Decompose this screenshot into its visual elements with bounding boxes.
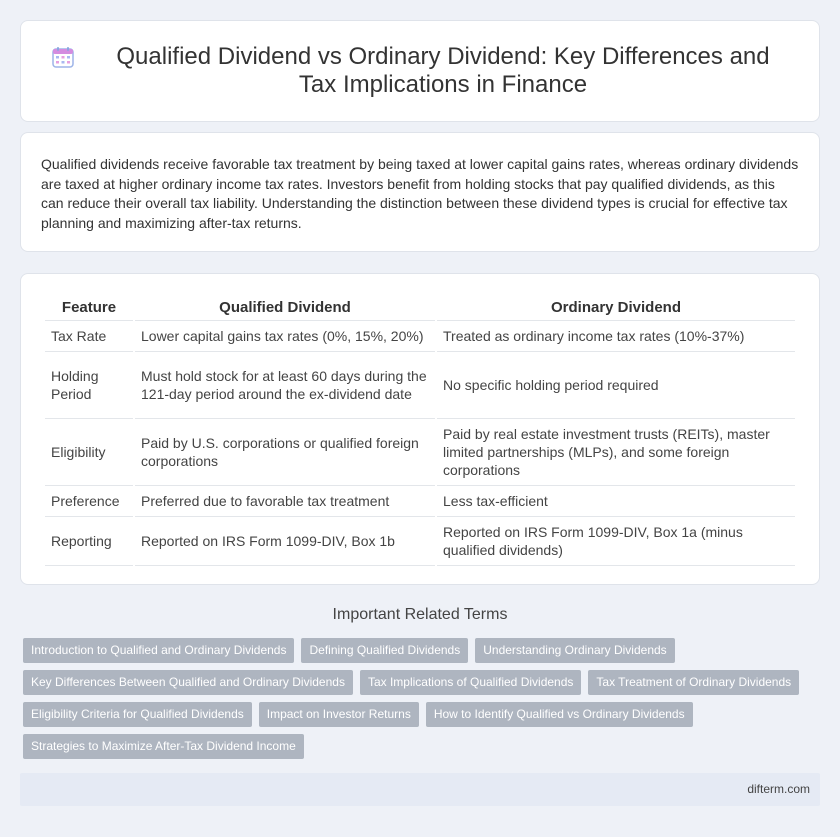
row-ordinary: Paid by real estate investment trusts (REITs), master limited partnerships (MLPs), and some foreign corporations (437, 419, 795, 486)
row-ordinary: No specific holding period required (437, 352, 795, 419)
table-row (45, 517, 795, 566)
related-term-tag[interactable]: Introduction to Qualified and Ordinary Dividends (23, 638, 294, 663)
header-card (20, 20, 820, 122)
header-feature: Feature (45, 292, 133, 321)
row-feature: Eligibility (45, 419, 133, 486)
comparison-table-card (20, 273, 820, 585)
related-term-tag[interactable]: Strategies to Maximize After-Tax Dividend Income (23, 734, 304, 759)
header-qualified: Qualified Dividend (135, 292, 435, 321)
row-ordinary: Treated as ordinary income tax rates (10%-37%) (437, 321, 795, 352)
table-header-row (45, 292, 795, 321)
related-terms-list (23, 638, 823, 766)
comparison-table (43, 292, 797, 566)
related-term-tag[interactable]: Tax Treatment of Ordinary Dividends (588, 670, 799, 695)
site-link[interactable]: difterm.com (747, 782, 810, 796)
table-row (45, 352, 795, 419)
row-qualified: Paid by U.S. corporations or qualified foreign corporations (135, 419, 435, 486)
related-term-tag[interactable]: Defining Qualified Dividends (301, 638, 468, 663)
row-qualified: Reported on IRS Form 1099-DIV, Box 1b (135, 517, 435, 566)
row-ordinary: Reported on IRS Form 1099-DIV, Box 1a (minus qualified dividends) (437, 517, 795, 566)
page-title: Qualified Dividend vs Ordinary Dividend: Key Differences and Tax Implications in Finance (116, 43, 770, 98)
related-term-tag[interactable]: Impact on Investor Returns (259, 702, 419, 727)
intro-card (20, 132, 820, 252)
related-term-tag[interactable]: Eligibility Criteria for Qualified Dividends (23, 702, 252, 727)
row-feature: Preference (45, 486, 133, 517)
calendar-icon (51, 45, 75, 69)
row-feature: Tax Rate (45, 321, 133, 352)
row-feature: Reporting (45, 517, 133, 566)
row-feature: Holding Period (45, 352, 133, 419)
row-ordinary: Less tax-efficient (437, 486, 795, 517)
table-row (45, 486, 795, 517)
row-qualified: Preferred due to favorable tax treatment (135, 486, 435, 517)
table-row (45, 419, 795, 486)
related-terms-title: Important Related Terms (332, 606, 508, 623)
related-term-tag[interactable]: How to Identify Qualified vs Ordinary Dividends (426, 702, 693, 727)
footer (20, 773, 820, 806)
table-row (45, 321, 795, 352)
header-ordinary: Ordinary Dividend (437, 292, 795, 321)
related-term-tag[interactable]: Understanding Ordinary Dividends (475, 638, 674, 663)
row-qualified: Lower capital gains tax rates (0%, 15%, 20%) (135, 321, 435, 352)
row-qualified: Must hold stock for at least 60 days during the 121-day period around the ex-dividend date (135, 352, 435, 419)
intro-paragraph: Qualified dividends receive favorable tax treatment by being taxed at lower capital gains rates, whereas ordinary dividends are taxed at higher ordinary income tax rates. Investors benefit from holding stocks that pay qualified dividends, as this can reduce their overall tax liability. Understanding the distinction between these dividend types is crucial for effective tax planning and maximizing after-tax returns. (41, 156, 799, 231)
related-term-tag[interactable]: Tax Implications of Qualified Dividends (360, 670, 581, 695)
related-term-tag[interactable]: Key Differences Between Qualified and Ordinary Dividends (23, 670, 353, 695)
